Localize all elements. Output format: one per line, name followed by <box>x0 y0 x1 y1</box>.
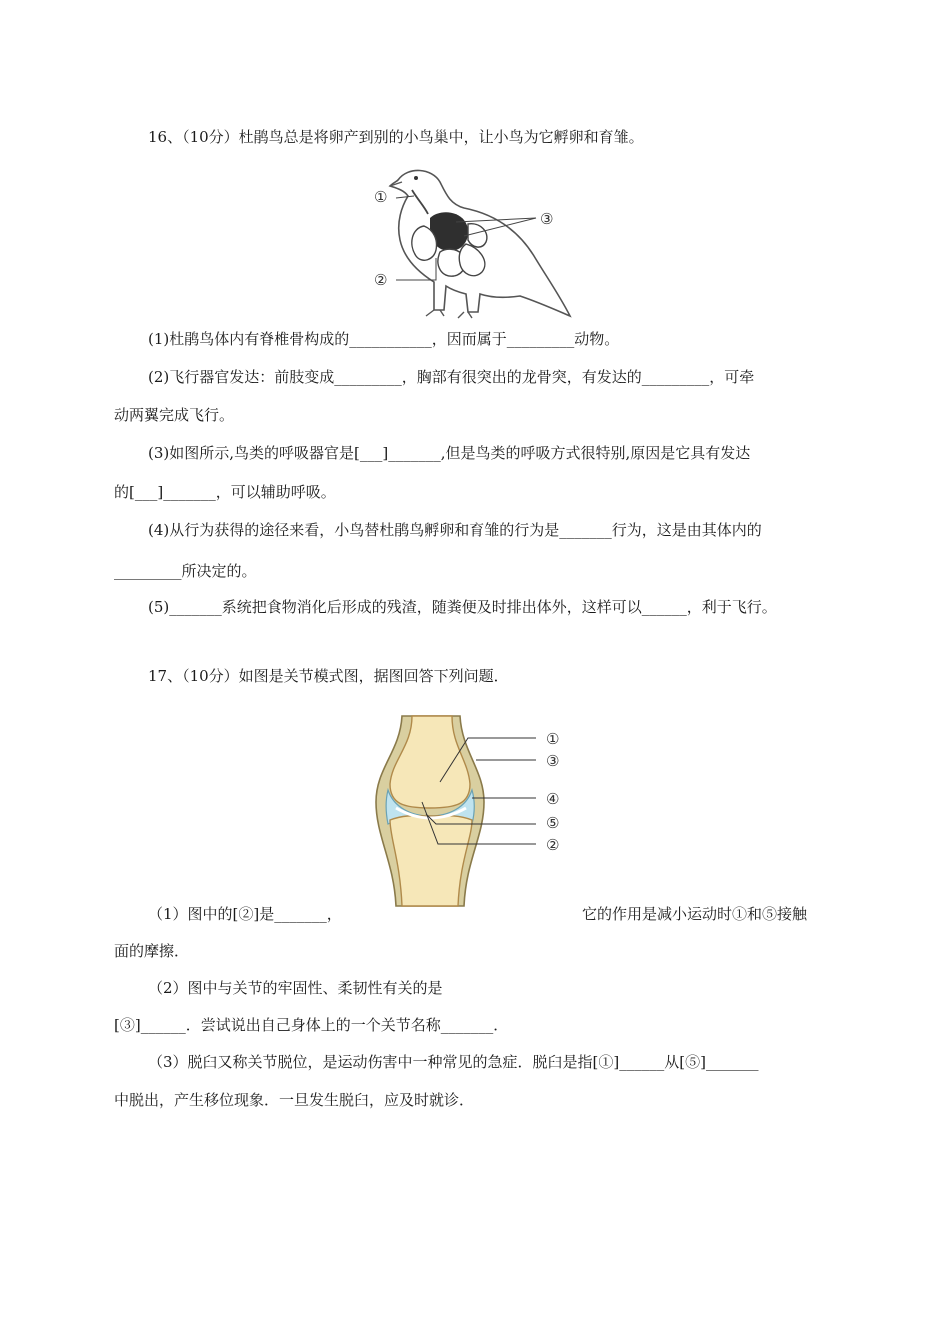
bird-label-1: ① <box>374 188 388 206</box>
q17-part1a-right: 它的作用是减小运动时①和⑤接触 <box>582 905 808 923</box>
bird-label-2: ② <box>374 271 388 289</box>
q16-part2a: (2)飞行器官发达：前肢变成_________，胸部有很突出的龙骨突，有发达的_________，可牵 <box>148 368 755 386</box>
q16-header: 16、（10分）杜鹃鸟总是将卵产到别的小鸟巢中，让小鸟为它孵卵和育雏。 <box>148 128 644 146</box>
q17-part3a: （3）脱臼又称关节脱位，是运动伤害中一种常见的急症．脱臼是指[①]______从[⑤]_______ <box>148 1053 759 1071</box>
q16-part4a: (4)从行为获得的途径来看，小鸟替杜鹃鸟孵卵和育雏的行为是_______行为，这是由其体内的 <box>148 521 762 539</box>
bird-label-3: ③ <box>540 210 554 228</box>
joint-label-2: ② <box>546 836 560 854</box>
q16-part1: (1)杜鹃鸟体内有脊椎骨构成的___________，因而属于_________动物。 <box>148 330 620 348</box>
q16-part3b: 的[___]_______，可以辅助呼吸。 <box>114 483 336 501</box>
q16-part4b: _________所决定的。 <box>114 562 257 580</box>
q17-part2b: [③]______．尝试说出自己身体上的一个关节名称_______． <box>114 1016 509 1034</box>
joint-diagram <box>372 712 572 908</box>
joint-label-5: ⑤ <box>546 814 560 832</box>
q17-part3b: 中脱出，产生移位现象．一旦发生脱臼，应及时就诊． <box>114 1091 475 1109</box>
bird-diagram <box>368 160 578 326</box>
q17-part1a-left: （1）图中的[②]是_______， <box>148 905 342 923</box>
joint-label-3: ③ <box>546 752 560 770</box>
joint-label-1: ① <box>546 730 560 748</box>
q17-part1b: 面的摩擦． <box>114 942 190 960</box>
q17-part2a: （2）图中与关节的牢固性、柔韧性有关的是 <box>148 979 443 997</box>
q16-part2b: 动两翼完成飞行。 <box>114 406 235 424</box>
q16-part3a: (3)如图所示,鸟类的呼吸器官是[___]_______,但是鸟类的呼吸方式很特别,原因是它具有发达 <box>148 444 751 462</box>
q17-header: 17、（10分）如图是关节模式图，据图回答下列问题． <box>148 667 509 685</box>
q16-part5: (5)_______系统把食物消化后形成的残渣，随粪便及时排出体外，这样可以______，利于飞行。 <box>148 598 777 616</box>
joint-label-4: ④ <box>546 790 560 808</box>
